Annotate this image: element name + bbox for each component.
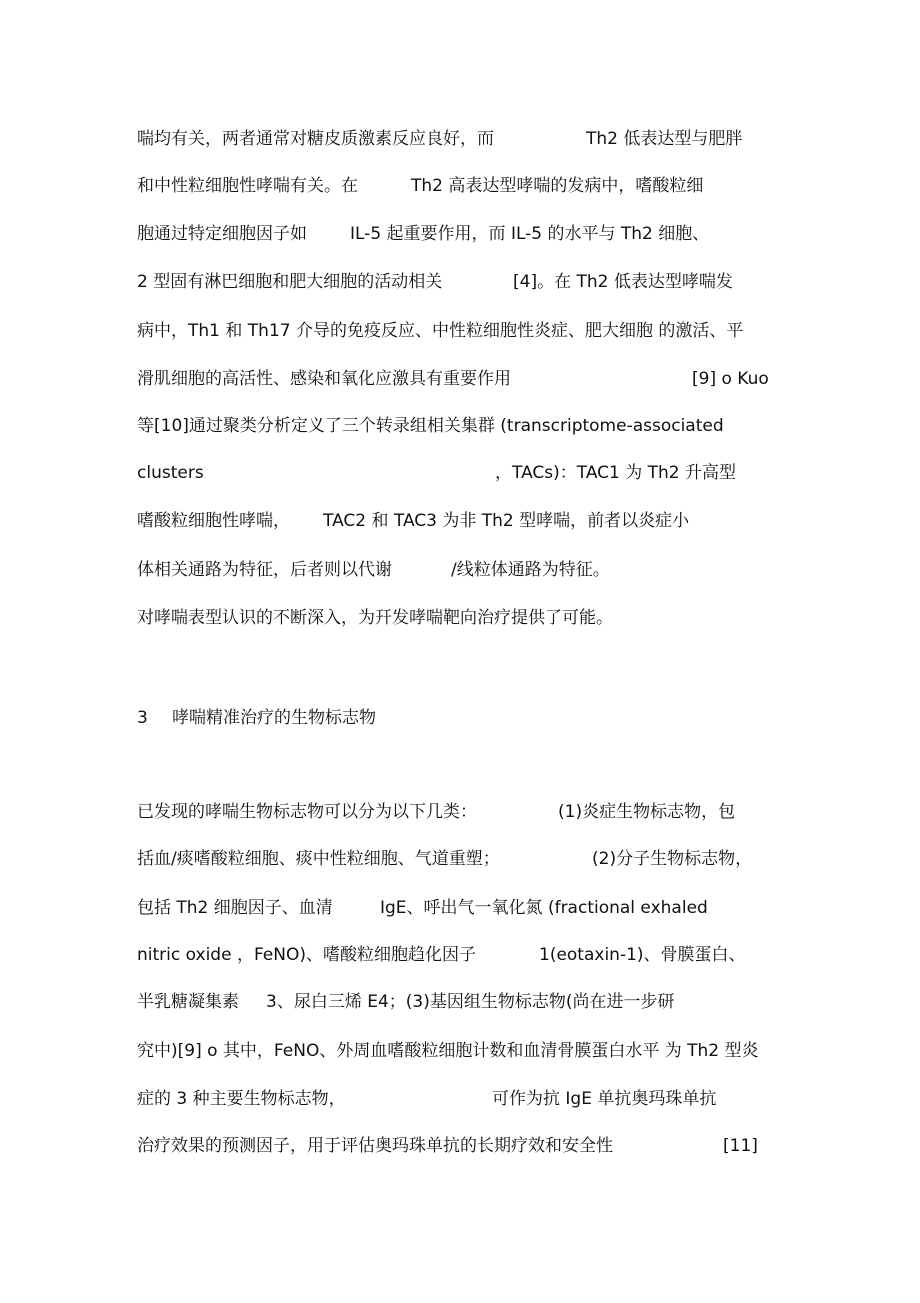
citation: [9] o Kuo [692, 369, 769, 389]
text-segment: 包括 Th2 细胞因子、血清 [137, 898, 333, 918]
text-segment: TAC2 和 TAC3 为非 Th2 型哮喘，前者以炎症小 [323, 511, 690, 531]
text-segment: ，TACs)：TAC1 为 Th2 升高型 [495, 463, 737, 483]
text-segment: Th2 高表达型哮喘的发病中，嗜酸粒细 [411, 176, 704, 196]
text-segment: 治疗效果的预测因子，用于评估奥玛珠单抗的长期疗效和安全性 [137, 1136, 613, 1156]
text-segment: 已发现的哮喘生物标志物可以分为以下几类： [137, 802, 477, 822]
text-segment: 究中)[9] o 其中，FeNO、外周血嗜酸粒细胞计数和血清骨膜蛋白水平 为 Th2 型炎 [137, 1041, 759, 1061]
text-segment: 症的 3 种主要生物标志物， [137, 1089, 346, 1109]
text-segment: 病中，Th1 和 Th17 介导的免疫反应、中性粒细胞性炎症、肥大细胞 的激活、平 [137, 321, 744, 341]
text-segment: 体相关通路为特征，后者则以代谢 [137, 560, 392, 580]
text-segment: 等[10]通过聚类分析定义了三个转录组相关集群 (transcriptome-associated [137, 416, 724, 436]
text-segment: 半乳糖凝集素 [137, 992, 239, 1012]
section-title: 哮喘精准治疗的生物标志物 [172, 708, 376, 728]
text-segment: 胞通过特定细胞因子如 [137, 224, 307, 244]
text-segment: Th2 低表达型与肥胖 [586, 129, 743, 149]
section-number: 3 [137, 708, 148, 728]
text-segment: 1(eotaxin-1)、骨膜蛋白、 [539, 945, 746, 965]
text-segment: 括血/痰嗜酸粒细胞、痰中性粒细胞、气道重塑； [137, 849, 500, 869]
text-segment: IgE、呼出气一氧化氮 (fractional exhaled [380, 898, 708, 918]
text-segment: 滑肌细胞的高活性、感染和氧化应激具有重要作用 [137, 369, 511, 389]
text-segment: (1)炎症生物标志物，包 [558, 802, 736, 822]
text-segment: 3、尿白三烯 E4；(3)基因组生物标志物(尚在进一步研 [266, 992, 675, 1012]
text-segment: /线粒体通路为特征。 [451, 560, 610, 580]
text-segment: (2)分子生物标志物， [592, 849, 753, 869]
text-segment: 和中性粒细胞性哮喘有关。在 [137, 176, 358, 196]
text-segment: 喘均有关，两者通常对糖皮质激素反应良好，而 [137, 129, 494, 149]
text-segment: IL-5 起重要作用，而 IL-5 的水平与 Th2 细胞、 [350, 224, 710, 244]
text-segment: 对哮喘表型认识的不断深入，为幵发哮喘靶向治疗提供了可能。 [137, 608, 613, 628]
text-segment: 可作为抗 IgE 单抗奥玛珠单抗 [492, 1089, 717, 1109]
text-segment: clusters [137, 463, 204, 483]
text-segment: [4]。在 Th2 低表达型哮喘发 [513, 272, 733, 292]
text-segment: 2 型固有淋巴细胞和肥大细胞的活动相关 [137, 272, 443, 292]
citation: [11] [723, 1136, 758, 1156]
text-segment: 嗜酸粒细胞性哮喘， [137, 511, 290, 531]
text-segment: nitric oxide ，FeNO)、嗜酸粒细胞趋化因子 [137, 945, 476, 965]
